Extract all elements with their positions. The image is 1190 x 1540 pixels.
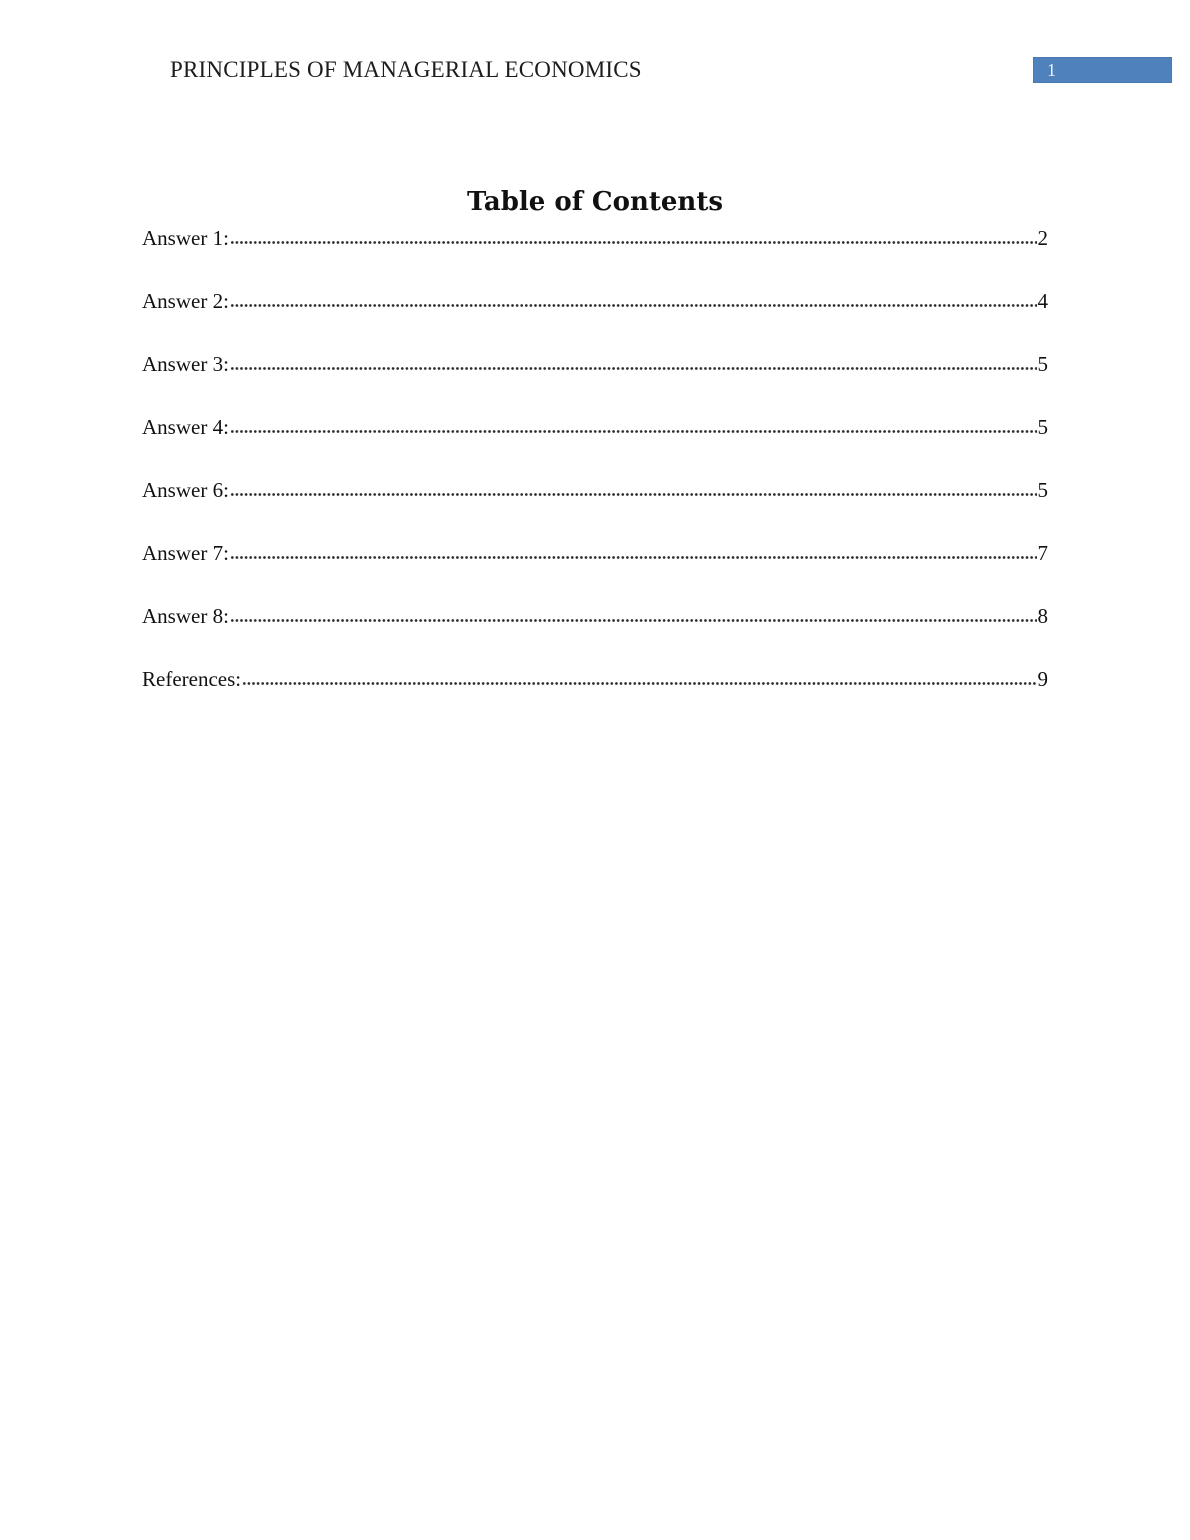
dot-leader [242, 681, 1036, 686]
toc-entry-page: 4 [1037, 289, 1048, 313]
table-of-contents [142, 225, 1048, 693]
toc-title: Table of Contents [467, 187, 723, 217]
dot-leader [230, 492, 1037, 497]
toc-entry-answer-4[interactable] [142, 414, 1048, 441]
toc-entry-label: Answer 2: [142, 289, 229, 313]
toc-entry-answer-7[interactable] [142, 540, 1048, 567]
toc-entry-answer-6[interactable] [142, 477, 1048, 504]
toc-entry-page: 8 [1037, 604, 1048, 628]
toc-entry-page: 9 [1037, 667, 1048, 691]
dot-leader [230, 429, 1037, 434]
toc-entry-page: 7 [1037, 541, 1048, 565]
toc-entry-label: Answer 1: [142, 226, 229, 250]
toc-entry-page: 5 [1037, 478, 1048, 502]
toc-entry-label: References: [142, 667, 242, 691]
dot-leader [230, 618, 1037, 623]
toc-entry-label: Answer 8: [142, 604, 229, 628]
toc-entry-page: 5 [1037, 415, 1048, 439]
dot-leader [230, 240, 1037, 245]
toc-entry-answer-2[interactable] [142, 288, 1048, 315]
toc-entry-answer-3[interactable] [142, 351, 1048, 378]
dot-leader [230, 366, 1037, 371]
page-number-badge [1033, 57, 1172, 83]
running-head-title: PRINCIPLES OF MANAGERIAL ECONOMICS [170, 57, 642, 82]
toc-entry-page: 5 [1037, 352, 1048, 376]
dot-leader [230, 555, 1037, 560]
toc-entry-page: 2 [1037, 226, 1048, 250]
toc-entry-label: Answer 6: [142, 478, 229, 502]
page-number: 1 [1047, 60, 1056, 80]
toc-entry-label: Answer 7: [142, 541, 229, 565]
toc-entry-label: Answer 4: [142, 415, 229, 439]
toc-entry-answer-1[interactable] [142, 225, 1048, 252]
toc-entry-references[interactable] [142, 666, 1048, 693]
toc-entry-label: Answer 3: [142, 352, 229, 376]
dot-leader [230, 303, 1037, 308]
toc-entry-answer-8[interactable] [142, 603, 1048, 630]
